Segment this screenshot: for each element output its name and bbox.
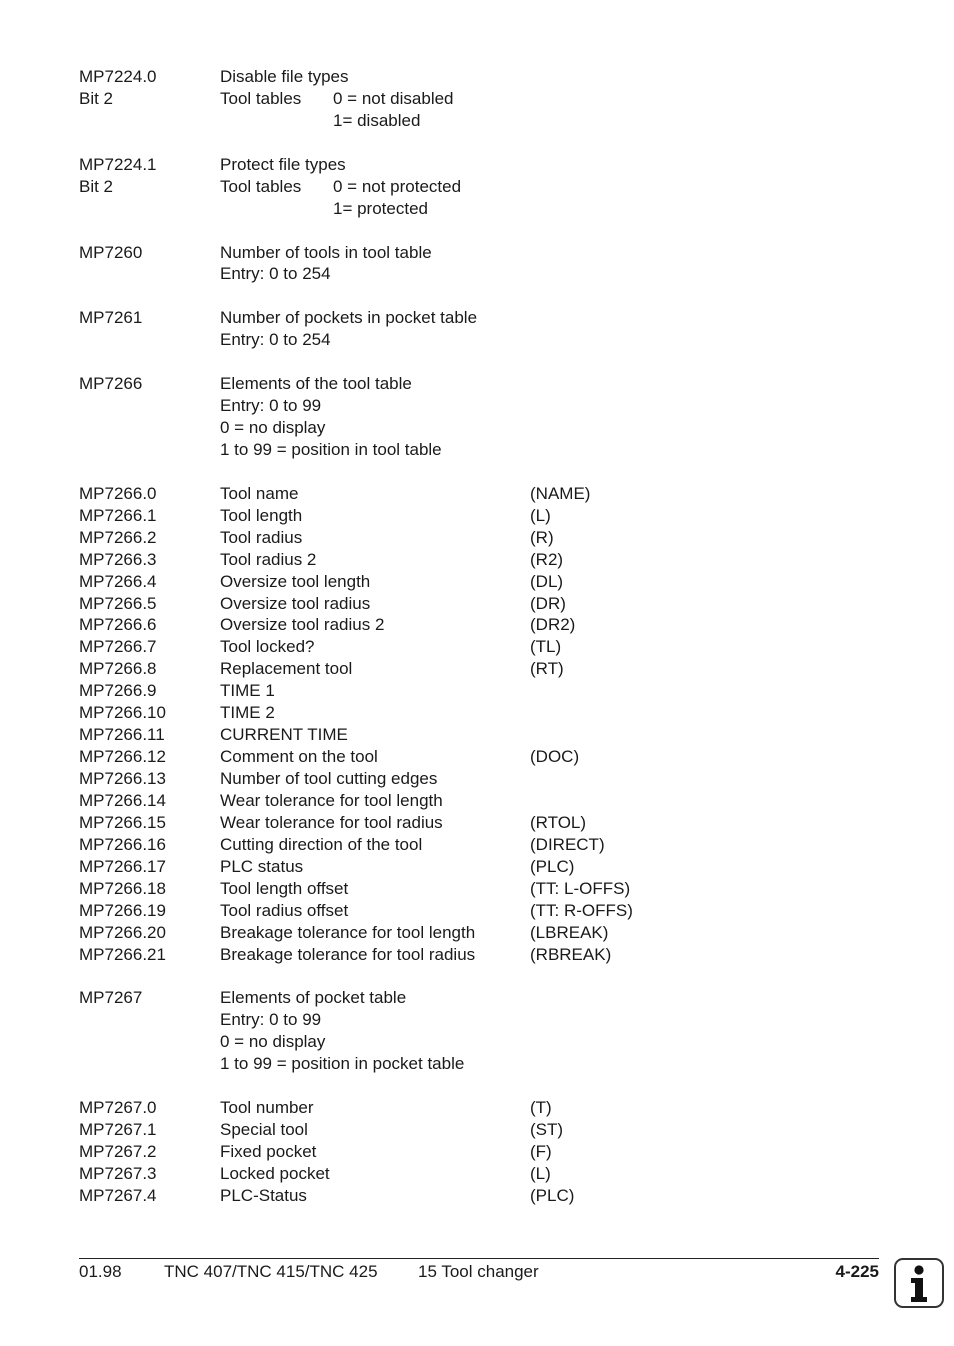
parameter-row	[79, 198, 899, 220]
parameter-row	[79, 658, 899, 680]
parameter-description: Tool locked?	[220, 637, 315, 657]
column-abbreviation: (DR)	[530, 593, 566, 613]
parameter-row	[79, 307, 899, 329]
footer-date: 01.98	[79, 1262, 122, 1281]
column-abbreviation: (RBREAK)	[530, 944, 612, 964]
column-abbreviation: (R2)	[530, 549, 564, 569]
block-spacer	[79, 132, 899, 154]
column-abbreviation: (LBREAK)	[530, 922, 609, 942]
parameter-id: MP7267.4	[79, 1185, 157, 1205]
parameter-description: Entry: 0 to 254	[220, 330, 331, 350]
parameter-description: PLC status	[220, 856, 304, 876]
parameter-description: 1 to 99 = position in tool table	[220, 439, 442, 459]
parameter-id: MP7266.20	[79, 922, 166, 942]
parameter-row	[79, 636, 899, 658]
parameter-description: Fixed pocket	[220, 1141, 317, 1161]
parameter-row	[79, 1163, 899, 1185]
parameter-id: MP7266	[79, 374, 143, 394]
parameter-row	[79, 900, 899, 922]
parameter-row	[79, 812, 899, 834]
column-abbreviation: (PLC)	[530, 1185, 575, 1205]
parameter-description: TIME 1	[220, 681, 275, 701]
parameter-row	[79, 1185, 899, 1207]
column-abbreviation: (RTOL)	[530, 812, 587, 832]
column-abbreviation: (RT)	[530, 659, 564, 679]
block-spacer	[79, 965, 899, 987]
column-abbreviation: (PLC)	[530, 856, 575, 876]
parameter-row	[79, 1053, 899, 1075]
column-abbreviation: (F)	[530, 1141, 552, 1161]
parameter-listing	[79, 66, 899, 1207]
parameter-description: Entry: 0 to 99	[220, 1010, 322, 1030]
parameter-row	[79, 373, 899, 395]
footer-divider	[79, 1258, 879, 1259]
parameter-row	[79, 571, 899, 593]
parameter-value: 0 = not protected	[333, 176, 462, 196]
parameter-row	[79, 1009, 899, 1031]
parameter-description: Tool name	[220, 483, 299, 503]
parameter-row	[79, 1097, 899, 1119]
column-abbreviation: (T)	[530, 1098, 552, 1118]
parameter-id: MP7266.4	[79, 571, 157, 591]
parameter-id: MP7224.1	[79, 154, 157, 174]
block-spacer	[79, 285, 899, 307]
parameter-description: Breakage tolerance for tool radius	[220, 944, 476, 964]
parameter-description: Tool radius	[220, 527, 303, 547]
parameter-description: Entry: 0 to 254	[220, 264, 331, 284]
parameter-row	[79, 856, 899, 878]
parameter-row	[79, 834, 899, 856]
parameter-description: Number of pockets in pocket table	[220, 308, 478, 328]
parameter-description: Tool tables	[220, 88, 302, 108]
parameter-id: MP7267.1	[79, 1120, 157, 1139]
parameter-id: MP7266.7	[79, 637, 157, 657]
parameter-id: Bit 2	[79, 176, 114, 196]
parameter-row	[79, 768, 899, 790]
parameter-id: MP7266.15	[79, 812, 166, 832]
column-abbreviation: (L)	[530, 1163, 551, 1183]
block-spacer	[79, 1075, 899, 1097]
parameter-row	[79, 944, 899, 966]
column-abbreviation: (DL)	[530, 571, 564, 591]
column-abbreviation: (TT: L-OFFS)	[530, 878, 631, 898]
parameter-id: MP7266.10	[79, 703, 166, 723]
parameter-id: MP7267.2	[79, 1141, 157, 1161]
parameter-description: Replacement tool	[220, 659, 353, 679]
parameter-description: Tool radius 2	[220, 549, 317, 569]
column-abbreviation: (TT: R-OFFS)	[530, 900, 633, 920]
parameter-row	[79, 724, 899, 746]
column-abbreviation: (L)	[530, 505, 551, 525]
parameter-description: Tool length	[220, 505, 303, 525]
parameter-row	[79, 1031, 899, 1053]
column-abbreviation: (NAME)	[530, 483, 591, 503]
parameter-row	[79, 680, 899, 702]
info-icon	[894, 1258, 944, 1308]
parameter-row	[79, 746, 899, 768]
parameter-row	[79, 88, 899, 110]
parameter-id: MP7266.11	[79, 725, 165, 745]
parameter-id: MP7224.0	[79, 67, 157, 86]
parameter-row	[79, 1141, 899, 1163]
parameter-value: 1= protected	[333, 198, 428, 218]
block-spacer	[79, 461, 899, 483]
parameter-row	[79, 702, 899, 724]
parameter-description: Tool tables	[220, 176, 302, 196]
parameter-id: MP7266.18	[79, 878, 166, 898]
parameter-row	[79, 878, 899, 900]
block-spacer	[79, 351, 899, 373]
parameter-row	[79, 483, 899, 505]
parameter-row	[79, 66, 899, 88]
column-abbreviation: (DOC)	[530, 747, 580, 767]
parameter-id: MP7260	[79, 242, 143, 262]
parameter-value: 1= disabled	[333, 110, 421, 130]
column-abbreviation: (R)	[530, 527, 554, 547]
parameter-id: MP7266.14	[79, 790, 166, 810]
parameter-id: MP7266.9	[79, 681, 157, 701]
parameter-description: Tool number	[220, 1098, 314, 1118]
parameter-description: Oversize tool radius 2	[220, 615, 385, 635]
parameter-row	[79, 790, 899, 812]
parameter-description: Tool radius offset	[220, 900, 349, 920]
parameter-description: Wear tolerance for tool radius	[220, 812, 443, 832]
parameter-description: Locked pocket	[220, 1163, 330, 1183]
parameter-row	[79, 154, 899, 176]
parameter-description: Cutting direction of the tool	[220, 834, 423, 854]
parameter-id: Bit 2	[79, 88, 114, 108]
parameter-description: Oversize tool length	[220, 571, 371, 591]
parameter-row	[79, 110, 899, 132]
parameter-description: Breakage tolerance for tool length	[220, 922, 476, 942]
parameter-row	[79, 176, 899, 198]
parameter-id: MP7266.0	[79, 483, 157, 503]
parameter-description: CURRENT TIME	[220, 725, 348, 745]
parameter-id: MP7266.1	[79, 505, 157, 525]
parameter-row	[79, 439, 899, 461]
parameter-description: 0 = no display	[220, 1032, 326, 1052]
column-abbreviation: (ST)	[530, 1120, 564, 1139]
parameter-description: 1 to 99 = position in pocket table	[220, 1054, 465, 1074]
parameter-row	[79, 987, 899, 1009]
parameter-row	[79, 614, 899, 636]
parameter-row	[79, 505, 899, 527]
parameter-description: Comment on the tool	[220, 747, 378, 767]
parameter-row	[79, 922, 899, 944]
parameter-id: MP7266.3	[79, 549, 157, 569]
parameter-description: Special tool	[220, 1120, 308, 1139]
parameter-description: Oversize tool radius	[220, 593, 371, 613]
parameter-id: MP7266.12	[79, 747, 166, 767]
footer-model: TNC 407/TNC 415/TNC 425	[164, 1262, 378, 1281]
column-abbreviation: (TL)	[530, 637, 562, 657]
parameter-row	[79, 242, 899, 264]
footer-chapter: 15 Tool changer	[418, 1262, 539, 1281]
parameter-id: MP7261	[79, 308, 143, 328]
column-abbreviation: (DR2)	[530, 615, 576, 635]
parameter-id: MP7267.0	[79, 1098, 157, 1118]
column-abbreviation: (DIRECT)	[530, 834, 605, 854]
parameter-description: TIME 2	[220, 703, 275, 723]
parameter-description: Protect file types	[220, 154, 346, 174]
parameter-row	[79, 395, 899, 417]
parameter-id: MP7267.3	[79, 1163, 157, 1183]
parameter-row	[79, 263, 899, 285]
parameter-id: MP7267	[79, 988, 143, 1008]
parameter-id: MP7266.2	[79, 527, 157, 547]
parameter-row	[79, 593, 899, 615]
parameter-description: Number of tool cutting edges	[220, 769, 438, 788]
parameter-id: MP7266.21	[79, 944, 166, 964]
parameter-id: MP7266.6	[79, 615, 157, 635]
parameter-row	[79, 1119, 899, 1141]
parameter-row	[79, 549, 899, 571]
parameter-description: Tool length offset	[220, 878, 349, 898]
parameter-description: Wear tolerance for tool length	[220, 790, 443, 810]
parameter-id: MP7266.13	[79, 769, 166, 788]
parameter-description: Elements of the tool table	[220, 374, 412, 394]
parameter-description: Entry: 0 to 99	[220, 396, 322, 416]
parameter-row	[79, 417, 899, 439]
parameter-description: 0 = no display	[220, 418, 326, 437]
parameter-value: 0 = not disabled	[333, 88, 454, 108]
parameter-id: MP7266.16	[79, 834, 166, 854]
parameter-row	[79, 527, 899, 549]
parameter-description: Disable file types	[220, 67, 349, 86]
parameter-description: Elements of pocket table	[220, 988, 407, 1008]
parameter-row	[79, 329, 899, 351]
parameter-id: MP7266.8	[79, 659, 157, 679]
parameter-id: MP7266.5	[79, 593, 157, 613]
parameter-id: MP7266.19	[79, 900, 166, 920]
block-spacer	[79, 220, 899, 242]
parameter-description: PLC-Status	[220, 1185, 307, 1205]
parameter-description: Number of tools in tool table	[220, 242, 432, 262]
page-number: 4-225	[835, 1262, 879, 1281]
parameter-id: MP7266.17	[79, 856, 166, 876]
